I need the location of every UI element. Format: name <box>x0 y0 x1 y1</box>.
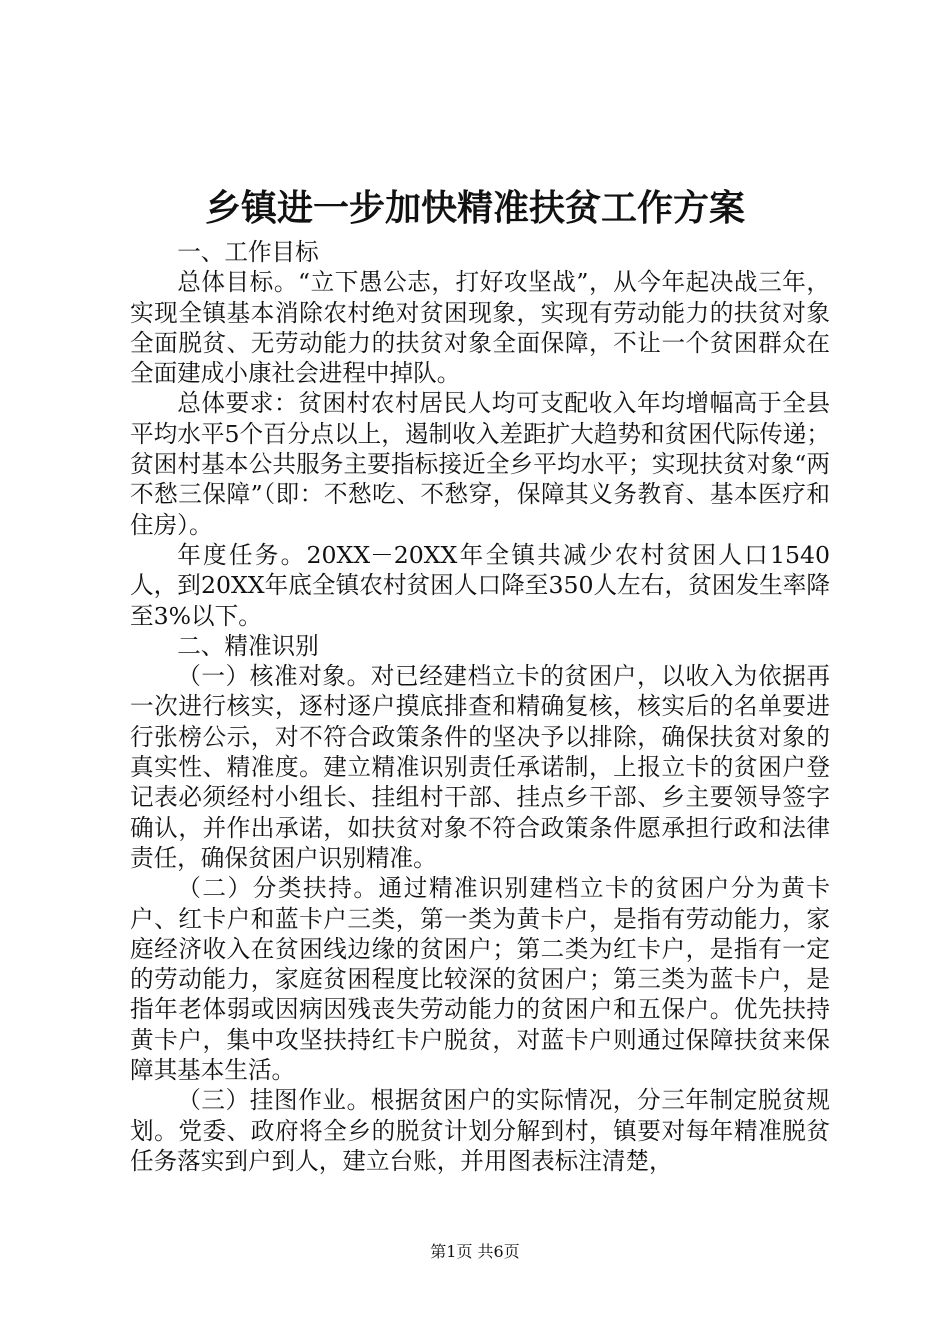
paragraph: （三）挂图作业。根据贫困户的实际情况，分三年制定脱贫规划。党委、政府将全乡的脱贫计划分解到村，镇要对每年精准脱贫任务落实到户到人，建立台账，并用图表标注清楚， <box>130 1086 830 1175</box>
section-heading: 一、工作目标 <box>177 238 319 266</box>
document-body <box>130 237 830 1176</box>
paragraph: 总体目标。“立下愚公志，打好攻坚战”，从今年起决战三年，实现全镇基本消除农村绝对贫困现象，实现有劳动能力的扶贫对象全面脱贫、无劳动能力的扶贫对象全面保障，不让一个贫困群众在全面建成小康社会进程中掉队。 <box>130 268 830 388</box>
paragraph: （二）分类扶持。通过精准识别建档立卡的贫困户分为黄卡户、红卡户和蓝卡户三类，第一类为黄卡户，是指有劳动能力，家庭经济收入在贫困线边缘的贫困户；第二类为红卡户，是指有一定的劳动能力，家庭贫困程度比较深的贫困户；第三类为蓝卡户，是指年老体弱或因病因残丧失劳动能力的贫困户和五保户。优先扶持黄卡户，集中攻坚扶持红卡户脱贫，对蓝卡户则通过保障扶贫来保障其基本生活。 <box>130 874 830 1085</box>
section-heading: 二、精准识别 <box>177 631 319 660</box>
paragraph: 总体要求：贫困村农村居民人均可支配收入年均增幅高于全县平均水平5个百分点以上，遏制收入差距扩大趋势和贫困代际传递；贫困村基本公共服务主要指标接近全乡平均水平；实现扶贫对象“两不愁三保障”（即：不愁吃、不愁穿，保障其义务教育、基本医疗和住房）。 <box>130 389 830 539</box>
paragraph: （一）核准对象。对已经建档立卡的贫困户，以收入为依据再一次进行核实，逐村逐户摸底排查和精确复核，核实后的名单要进行张榜公示，对不符合政策条件的坚决予以排除，确保扶贫对象的真实性、精准度。建立精准识别责任承诺制，上报立卡的贫困户登记表必须经村小组长、挂组村干部、挂点乡干部、乡主要领导签字确认，并作出承诺，如扶贫对象不符合政策条件愿承担行政和法律责任，确保贫困户识别精准。 <box>130 662 830 872</box>
page-number-footer: 第1页 共6页 <box>430 1242 520 1261</box>
paragraph: 年度任务。20XX－20XX年全镇共减少农村贫困人口1540人，到20XX年底全镇农村贫困人口降至350人左右，贫困发生率降至3%以下。 <box>130 540 830 630</box>
document-title: 乡镇进一步加快精准扶贫工作方案 <box>204 187 745 229</box>
